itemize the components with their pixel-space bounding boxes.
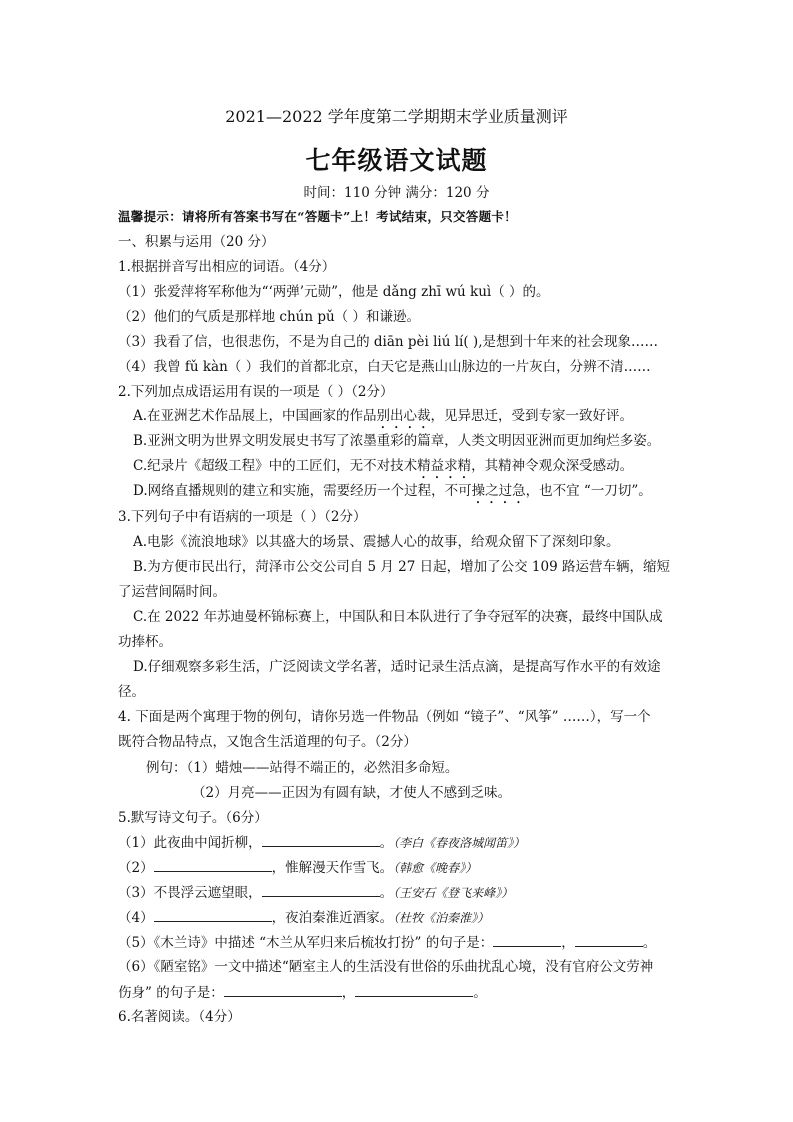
q1-item-4: （4）我曾 fǔ kàn（ ）我们的首都北京，白天它是燕山山脉边的一片灰白，分辨不清……	[118, 359, 651, 375]
section-title: 一、积累与运用（20 分）	[118, 234, 275, 250]
q2-a-post: ，见异思迁，受到专家一致好评。	[430, 408, 634, 424]
answer-blank[interactable]	[224, 983, 342, 997]
q2-d-marked-idiom: 操之过急	[471, 483, 526, 499]
q5-l6b-text: 伤身” 的句子是：	[118, 985, 224, 1001]
q2-title: 2.下列加点成语运用有误的一项是（ ）（2分）	[118, 384, 394, 400]
q5-line-1	[118, 833, 525, 852]
q5-l2-source: （韩愈《晚春》）	[393, 861, 478, 875]
year-title: 2021—2022 学年度第二学期期末学业质量测评	[225, 107, 568, 126]
q3-option-c-cont: 功捧杯。	[118, 634, 172, 650]
q5-l6-period: 。	[473, 985, 487, 1001]
q3-option-b: B.为方便市民出行，菏泽市公交公司自 5 月 27 日起，增加了公交 109 路运营车辆，缩短	[133, 559, 670, 575]
q5-l5-text: （5）《木兰诗》中描述 “木兰从军归来后梳妆打扮” 的句子是：	[118, 935, 494, 951]
q5-l5-period: 。	[642, 935, 657, 951]
q5-line-5	[118, 933, 656, 952]
q5-l2-text: （2）	[118, 860, 154, 876]
q3-option-b-cont: 了运营间隔时间。	[118, 584, 226, 600]
time-info: 时间：110 分钟 满分：120 分	[303, 185, 490, 201]
q3-option-c: C.在 2022 年苏迪曼杯锦标赛上，中国队和日本队进行了争夺冠军的决赛，最终中国队成	[133, 609, 663, 625]
q2-option-a	[133, 407, 633, 432]
main-title: 七年级语文试题	[305, 146, 488, 175]
q5-line-6: （6）《陋室铭》一文中描述“陋室主人的生活没有世俗的乐曲扰乱心境，没有官府公文劳神	[118, 959, 654, 975]
answer-blank[interactable]	[355, 983, 473, 997]
q2-option-b: B.亚洲文明为世界文明发展史书写了浓墨重彩的篇章，人类文明因亚洲而更加绚烂多姿。	[133, 433, 661, 449]
q2-c-post: ，其精神令观众深受感动。	[471, 458, 634, 474]
q5-l1-text: （1）此夜曲中闻折柳，	[118, 835, 262, 851]
q2-d-post: ，也不宜 “一刀切”。	[525, 483, 652, 499]
q3-option-d-cont: 径。	[118, 684, 145, 700]
q5-line-4	[118, 908, 489, 927]
q5-l3-source: （王安石《登飞来峰》）	[393, 886, 514, 900]
q4-example-1: 例句：（1）蜡烛——站得不端正的，必然泪多命短。	[146, 760, 459, 776]
q4-title: 4. 下面是两个寓理于物的例句，请你另选一件物品（例如 “镜子”、“风筝” ……），写一个	[118, 709, 651, 725]
q5-l4-text-post: ，夜泊秦淮近酒家。	[271, 910, 394, 926]
q1-item-2: （2）他们的气质是那样地 chún pǔ（ ）和谦逊。	[118, 309, 420, 325]
q5-l3-text: （3）不畏浮云遮望眼，	[118, 885, 262, 901]
q2-c-marked-idiom: 精益求精	[417, 458, 472, 474]
q2-a-marked-idiom: 别出心裁	[376, 408, 431, 424]
q6-title: 6.名著阅读。（4分）	[118, 1009, 241, 1025]
q5-l3-period: 。	[379, 885, 394, 901]
q2-option-d	[133, 482, 652, 507]
q3-option-d: D.仔细观察多彩生活，广泛阅读文学名著，适时记录生活点滴，是提高写作水平的有效途	[133, 659, 661, 675]
q4-example-2: （2）月亮——正因为有圆有缺，才使人不感到乏味。	[192, 785, 512, 801]
q4-title-cont: 既符合物品特点，又饱含生活道理的句子。（2分）	[118, 734, 417, 750]
q5-l1-source: （李白《春夜洛城闻笛》）	[393, 836, 526, 850]
q1-item-1: （1）张爱萍将军称他为“‘两弹’元勋”，他是 dǎng zhī wú kuì（ ）的。	[118, 284, 550, 300]
answer-blank[interactable]	[154, 908, 272, 922]
q5-l5-comma: ，	[561, 935, 575, 951]
q5-line-3	[118, 883, 513, 902]
answer-blank[interactable]	[575, 933, 643, 947]
q2-a-pre: A.在亚洲艺术作品展上，中国画家的作品	[133, 408, 377, 424]
q2-c-pre: C.纪录片《超级工程》中的工匠们，无不对技术	[133, 458, 418, 474]
q5-l6-comma: ，	[341, 985, 356, 1001]
answer-blank[interactable]	[262, 833, 380, 847]
q5-l2-text-post: ，惟解漫天作雪飞。	[271, 860, 394, 876]
q5-l1-period: 。	[379, 835, 394, 851]
q5-line-2	[118, 858, 477, 877]
q2-d-pre: D.网络直播规则的建立和实施，需要经历一个过程，不可	[133, 483, 472, 499]
q5-title: 5.默写诗文句子。（6分）	[118, 810, 268, 826]
q5-line-6-cont	[118, 983, 487, 1002]
q5-l4-text: （4）	[118, 910, 154, 926]
q1-item-3: （3）我看了信，也很悲伤，不是为自己的 diān pèi liú lí( ),是想到十年来的社会现象……	[118, 334, 658, 350]
q3-option-a: A.电影《流浪地球》以其盛大的场景、震撼人心的故事，给观众留下了深刻印象。	[133, 534, 620, 550]
answer-blank[interactable]	[154, 858, 272, 872]
q1-title: 1.根据拼音写出相应的词语。（4分）	[118, 259, 336, 275]
answer-blank[interactable]	[262, 883, 380, 897]
q3-title: 3.下列句子中有语病的一项是（ ）（2分）	[118, 509, 367, 525]
q5-l4-source: （杜牧《泊秦淮》）	[393, 911, 490, 925]
q2-option-c	[133, 457, 633, 482]
answer-blank[interactable]	[493, 933, 561, 947]
tip-text: 温馨提示：请将所有答案书写在“答题卡”上！考试结束，只交答题卡！	[118, 209, 517, 224]
